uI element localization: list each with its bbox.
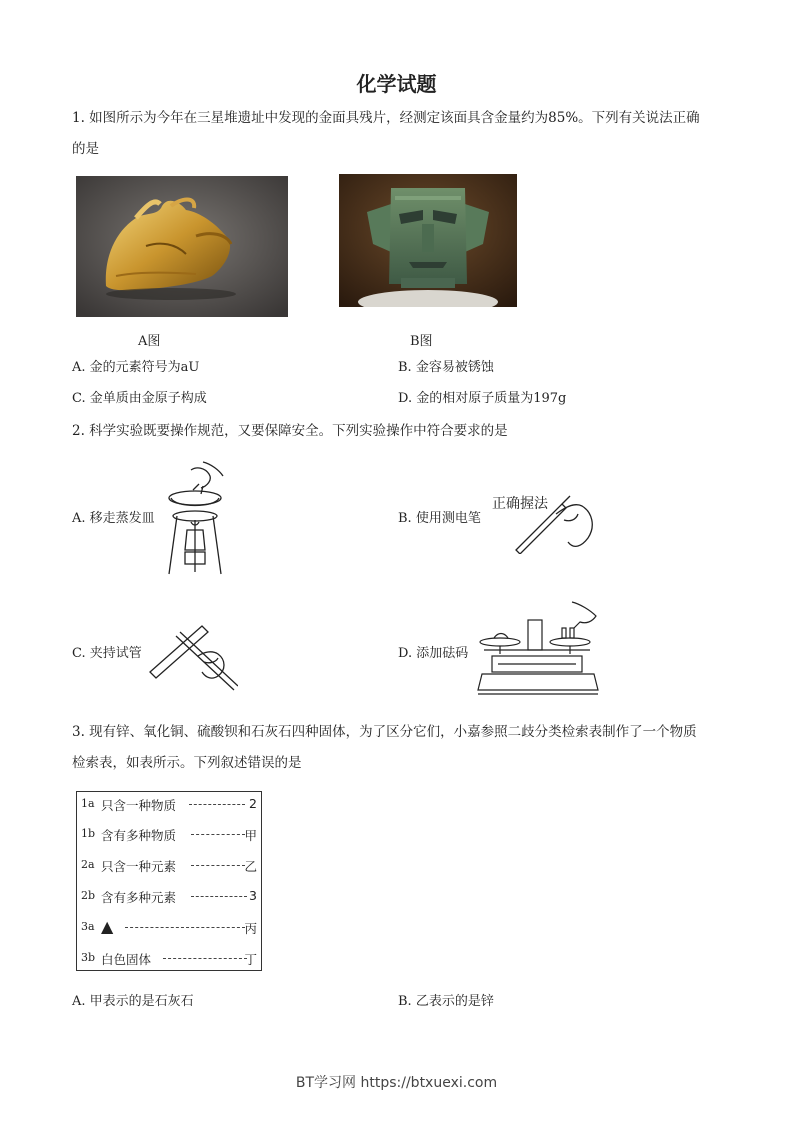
q1-stem-line2: 的是 [72,141,99,157]
q2-option-b: B. 使用测电笔 [398,511,481,526]
photo-caption-a: A图 [138,334,161,349]
key-row [81,824,263,846]
evaporating-dish-illustration [163,460,231,578]
footer-watermark: BT学习网 https://btxuexi.com [295,1075,498,1091]
gold-mask-photo [76,176,288,317]
photo-caption-b: B图 [410,334,433,349]
key-text: 含有多种元素 [101,890,177,905]
q3-stem-line1: 3. 现有锌、氧化铜、硫酸钡和石灰石四种固体，为了区分它们，小嘉参照二歧分类检索表制作了一个物质 [72,724,697,740]
key-code: 2a [81,858,95,871]
key-leader [191,896,247,897]
test-pen-drawing [512,492,600,554]
key-text: 只含一种物质 [101,798,177,813]
q1-option-d: D. 金的相对原子质量为197g [398,391,567,406]
q3-stem-line2: 检索表，如表所示。下列叙述错误的是 [72,755,302,771]
key-row [81,794,263,816]
page-title: 化学试题 [356,72,437,96]
key-leader [125,927,245,928]
classification-key-table [76,791,262,971]
q1-option-c: C. 金单质由金原子构成 [72,391,207,406]
key-text: 只含一种元素 [101,859,177,874]
key-row [81,886,263,908]
key-code: 1a [81,797,95,810]
key-leader [163,958,247,959]
q1-option-b: B. 金容易被锈蚀 [398,360,494,375]
q2-option-c: C. 夹持试管 [72,646,142,661]
key-row [81,948,263,970]
q2-stem: 2. 科学实验既要操作规范，又要保障安全。下列实验操作中符合要求的是 [72,423,508,439]
key-result: 甲 [244,828,257,843]
key-code: 1b [81,827,96,840]
key-code: 2b [81,889,96,902]
q3-option-b: B. 乙表示的是锌 [398,994,494,1009]
key-result: 丙 [244,921,257,936]
balance-drawing [476,600,600,698]
key-code: 3a [81,920,95,933]
pen-grip-note: 正确握法 [492,496,548,512]
key-code: 3b [81,951,96,964]
q3-option-a: A. 甲表示的是石灰石 [72,994,194,1009]
key-leader [191,865,245,866]
gold-mask-image [76,176,288,317]
key-result: 乙 [244,859,257,874]
triangle-marker: ▲ [101,917,114,936]
key-row [81,917,263,939]
key-leader [191,834,245,835]
test-tube-holder-illustration [146,620,238,692]
q1-stem-line1: 1. 如图所示为今年在三星堆遗址中发现的金面具残片，经测定该面具含金量约为85%。下列有关说法正确 [72,110,700,126]
bronze-mask-photo [339,174,517,307]
key-result: 2 [249,796,257,811]
test-tube-holder-drawing [146,620,238,692]
key-result: 丁 [244,952,257,967]
q2-option-d: D. 添加砝码 [398,646,469,661]
bronze-mask-image [339,174,517,307]
key-leader [189,804,245,805]
q1-option-a: A. 金的元素符号为aU [72,360,200,375]
key-text: 白色固体 [101,952,152,967]
key-text: 含有多种物质 [101,828,177,843]
key-result: 3 [249,888,257,903]
key-row [81,855,263,877]
balance-illustration [476,600,600,698]
q2-option-a: A. 移走蒸发皿 [72,511,155,526]
test-pen-illustration [512,492,600,554]
evaporating-dish-drawing [163,460,231,578]
